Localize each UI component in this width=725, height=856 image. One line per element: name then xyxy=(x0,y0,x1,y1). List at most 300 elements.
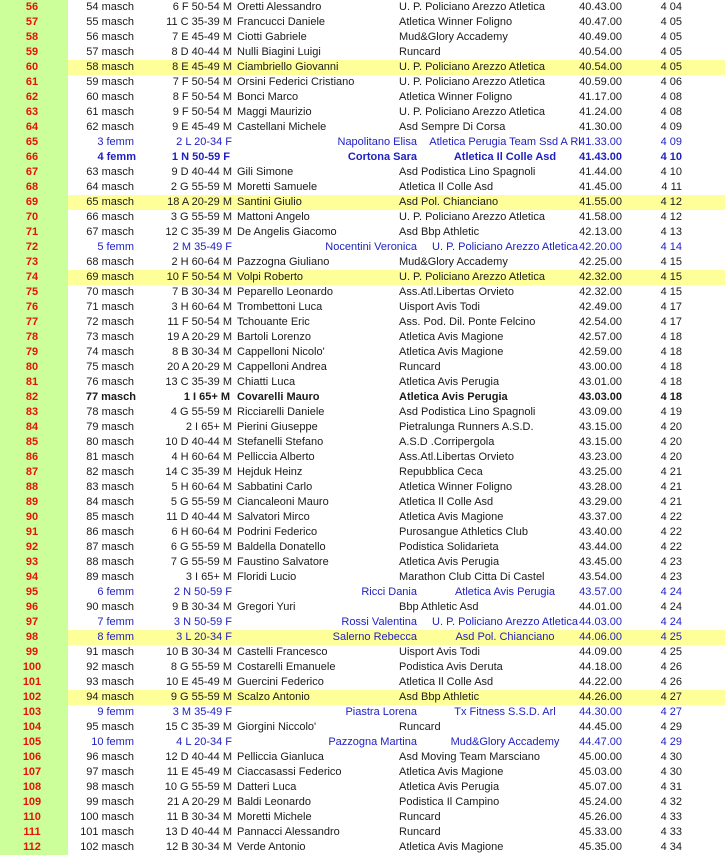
pace-per-km: 4 18 xyxy=(660,376,682,388)
finish-time: 44.47.00 xyxy=(579,736,622,748)
pace-per-km: 4 25 xyxy=(660,646,682,658)
category-position: 10 B 30-34 M xyxy=(165,646,232,658)
table-row[interactable] xyxy=(0,585,725,600)
athlete-name: Trombettoni Luca xyxy=(237,301,323,313)
athlete-name: Bonci Marco xyxy=(237,91,299,103)
athlete-name: Covarelli Mauro xyxy=(237,391,320,403)
table-row[interactable] xyxy=(0,90,725,105)
table-row[interactable] xyxy=(0,630,725,645)
category-position: 2 I 65+ M xyxy=(185,421,232,433)
overall-position: 100 xyxy=(0,660,68,675)
category-position: 11 B 30-34 M xyxy=(166,811,232,823)
category-position: 8 F 50-54 M xyxy=(172,91,232,103)
finish-time: 41.30.00 xyxy=(579,121,622,133)
table-row[interactable] xyxy=(0,405,725,420)
category-position: 3 L 20-34 F xyxy=(176,631,232,643)
athlete-name: Napolitano Elisa xyxy=(337,136,417,148)
table-row[interactable] xyxy=(0,255,725,270)
overall-position: 80 xyxy=(0,360,68,375)
team-name: Atletica Avis Perugia xyxy=(399,556,500,568)
category-position: 2 H 60-64 M xyxy=(171,256,232,268)
overall-position: 91 xyxy=(0,525,68,540)
table-row[interactable] xyxy=(0,0,725,15)
overall-position: 65 xyxy=(0,135,68,150)
pace-per-km: 4 24 xyxy=(660,586,682,598)
finish-time: 43.37.00 xyxy=(579,511,622,523)
pace-per-km: 4 12 xyxy=(660,196,682,208)
table-row[interactable] xyxy=(0,210,725,225)
table-row[interactable] xyxy=(0,540,725,555)
pace-per-km: 4 14 xyxy=(660,241,682,253)
athlete-name: Pannacci Alessandro xyxy=(237,826,340,838)
finish-time: 42.59.00 xyxy=(579,346,622,358)
overall-position: 97 xyxy=(0,615,68,630)
overall-position: 75 xyxy=(0,285,68,300)
gender-position: 8 femm xyxy=(97,631,134,643)
table-row[interactable] xyxy=(0,300,725,315)
category-position: 8 D 40-44 M xyxy=(171,46,232,58)
category-position: 21 A 20-29 M xyxy=(167,796,232,808)
table-row[interactable] xyxy=(0,495,725,510)
finish-time: 43.25.00 xyxy=(579,466,622,478)
table-row[interactable] xyxy=(0,150,725,165)
table-row[interactable] xyxy=(0,390,725,405)
category-position: 9 B 30-34 M xyxy=(172,601,232,613)
athlete-name: Santini Giulio xyxy=(237,196,302,208)
gender-position: 82 masch xyxy=(86,466,134,478)
overall-position: 77 xyxy=(0,315,68,330)
team-name: Atletica Avis Magione xyxy=(399,841,504,853)
table-row[interactable] xyxy=(0,240,725,255)
athlete-name: Cortona Sara xyxy=(347,151,417,163)
finish-time: 44.22.00 xyxy=(579,676,622,688)
category-position: 11 C 35-39 M xyxy=(166,16,232,28)
category-position: 2 M 35-49 F xyxy=(172,241,232,253)
athlete-name: Volpi Roberto xyxy=(237,271,304,283)
team-name: Tx Fitness S.S.D. Arl xyxy=(454,706,556,718)
pace-per-km: 4 17 xyxy=(660,316,682,328)
overall-position: 63 xyxy=(0,105,68,120)
team-name: Runcard xyxy=(399,46,441,58)
team-name: Uisport Avis Todi xyxy=(399,301,480,313)
gender-position: 74 masch xyxy=(86,346,134,358)
overall-position: 70 xyxy=(0,210,68,225)
overall-position: 82 xyxy=(0,390,68,405)
athlete-name: Mattoni Angelo xyxy=(237,211,310,223)
team-name: U. P. Policiano Arezzo Atletica xyxy=(399,271,545,283)
athlete-name: Chiatti Luca xyxy=(237,376,296,388)
table-row[interactable] xyxy=(0,375,725,390)
pace-per-km: 4 08 xyxy=(660,106,682,118)
table-row[interactable] xyxy=(0,270,725,285)
finish-time: 43.57.00 xyxy=(579,586,622,598)
team-name: Atletica Perugia Team Ssd A Rl xyxy=(429,136,581,148)
gender-position: 86 masch xyxy=(86,526,134,538)
table-row[interactable] xyxy=(0,825,725,840)
overall-position: 68 xyxy=(0,180,68,195)
pace-per-km: 4 15 xyxy=(660,271,682,283)
pace-per-km: 4 11 xyxy=(661,181,682,193)
team-name: Atletica Avis Perugia xyxy=(399,376,500,388)
pace-per-km: 4 30 xyxy=(660,751,682,763)
table-row[interactable] xyxy=(0,705,725,720)
pace-per-km: 4 05 xyxy=(660,16,682,28)
table-row[interactable] xyxy=(0,60,725,75)
category-position: 7 B 30-34 M xyxy=(172,286,232,298)
team-name: U. P. Policiano Arezzo Atletica xyxy=(399,76,545,88)
table-row[interactable] xyxy=(0,105,725,120)
gender-position: 90 masch xyxy=(86,601,134,613)
table-row[interactable] xyxy=(0,285,725,300)
athlete-name: Pelliccia Alberto xyxy=(237,451,315,463)
overall-position: 59 xyxy=(0,45,68,60)
pace-per-km: 4 21 xyxy=(660,496,682,508)
finish-time: 42.13.00 xyxy=(579,226,622,238)
team-name: Mud&Glory Accademy xyxy=(450,736,560,748)
team-name: Atletica Winner Foligno xyxy=(399,91,513,103)
category-position: 3 N 50-59 F xyxy=(173,616,232,628)
category-position: 3 G 55-59 M xyxy=(170,211,232,223)
table-row[interactable] xyxy=(0,450,725,465)
gender-position: 79 masch xyxy=(86,421,134,433)
finish-time: 45.33.00 xyxy=(579,826,622,838)
athlete-name: Faustino Salvatore xyxy=(237,556,329,568)
category-position: 9 D 40-44 M xyxy=(171,166,232,178)
athlete-name: Ricci Dania xyxy=(361,586,417,598)
athlete-name: Baldella Donatello xyxy=(237,541,326,553)
overall-position: 83 xyxy=(0,405,68,420)
category-position: 8 B 30-34 M xyxy=(172,346,232,358)
finish-time: 43.45.00 xyxy=(579,556,622,568)
finish-time: 40.47.00 xyxy=(579,16,622,28)
category-position: 7 E 45-49 M xyxy=(172,31,232,43)
pace-per-km: 4 20 xyxy=(660,451,682,463)
category-position: 20 A 20-29 M xyxy=(167,361,232,373)
gender-position: 62 masch xyxy=(86,121,134,133)
athlete-name: Gregori Yuri xyxy=(237,601,296,613)
finish-time: 41.45.00 xyxy=(579,181,622,193)
gender-position: 98 masch xyxy=(86,781,134,793)
overall-position: 93 xyxy=(0,555,68,570)
pace-per-km: 4 18 xyxy=(660,391,682,403)
overall-position: 71 xyxy=(0,225,68,240)
team-name: Atletica Il Colle Asd xyxy=(399,181,494,193)
gender-position: 99 masch xyxy=(86,796,134,808)
pace-per-km: 4 19 xyxy=(660,406,682,418)
gender-position: 64 masch xyxy=(86,181,134,193)
athlete-name: Floridi Lucio xyxy=(237,571,297,583)
gender-position: 78 masch xyxy=(86,406,134,418)
team-name: Atletica Avis Perugia xyxy=(399,391,508,403)
gender-position: 5 femm xyxy=(97,241,134,253)
athlete-name: Cappelloni Andrea xyxy=(237,361,327,373)
gender-position: 96 masch xyxy=(86,751,134,763)
team-name: Podistica Avis Deruta xyxy=(399,661,503,673)
category-position: 5 H 60-64 M xyxy=(171,481,232,493)
overall-position: 67 xyxy=(0,165,68,180)
pace-per-km: 4 33 xyxy=(660,811,682,823)
table-row[interactable] xyxy=(0,195,725,210)
category-position: 14 C 35-39 M xyxy=(165,466,232,478)
gender-position: 76 masch xyxy=(86,376,134,388)
finish-time: 43.54.00 xyxy=(579,571,622,583)
team-name: Atletica Avis Perugia xyxy=(454,586,556,598)
athlete-name: Giorgini Niccolo' xyxy=(237,721,317,733)
gender-position: 77 masch xyxy=(85,391,136,403)
table-row[interactable] xyxy=(0,735,725,750)
table-row[interactable] xyxy=(0,600,725,615)
athlete-name: Castellani Michele xyxy=(237,121,327,133)
gender-position: 9 femm xyxy=(97,706,134,718)
category-position: 3 H 60-64 M xyxy=(171,301,232,313)
team-name: Runcard xyxy=(399,811,441,823)
overall-position: 102 xyxy=(0,690,68,705)
overall-position: 60 xyxy=(0,60,68,75)
table-row[interactable] xyxy=(0,810,725,825)
gender-position: 63 masch xyxy=(86,166,134,178)
table-row[interactable] xyxy=(0,720,725,735)
team-name: Repubblica Ceca xyxy=(399,466,483,478)
gender-position: 85 masch xyxy=(86,511,134,523)
overall-position: 96 xyxy=(0,600,68,615)
category-position: 2 N 50-59 F xyxy=(173,586,232,598)
overall-position: 61 xyxy=(0,75,68,90)
pace-per-km: 4 24 xyxy=(660,601,682,613)
table-row[interactable] xyxy=(0,750,725,765)
athlete-name: Verde Antonio xyxy=(237,841,306,853)
table-row[interactable] xyxy=(0,15,725,30)
finish-time: 45.35.00 xyxy=(579,841,622,853)
overall-position: 84 xyxy=(0,420,68,435)
finish-time: 45.24.00 xyxy=(579,796,622,808)
team-name: Runcard xyxy=(399,721,441,733)
pace-per-km: 4 23 xyxy=(660,571,682,583)
athlete-name: Moretti Samuele xyxy=(237,181,318,193)
table-row[interactable] xyxy=(0,435,725,450)
pace-per-km: 4 34 xyxy=(660,841,682,853)
pace-per-km: 4 09 xyxy=(660,136,682,148)
table-row[interactable] xyxy=(0,690,725,705)
table-row[interactable] xyxy=(0,555,725,570)
athlete-name: Pazzogna Martina xyxy=(328,736,417,748)
athlete-name: Moretti Michele xyxy=(237,811,312,823)
team-name: A.S.D .Corripergola xyxy=(399,436,495,448)
team-name: U. P. Policiano Arezzo Atletica xyxy=(432,241,578,253)
table-row[interactable] xyxy=(0,345,725,360)
pace-per-km: 4 13 xyxy=(660,226,682,238)
athlete-name: Guercini Federico xyxy=(237,676,324,688)
finish-time: 43.23.00 xyxy=(579,451,622,463)
finish-time: 43.40.00 xyxy=(579,526,622,538)
table-row[interactable] xyxy=(0,780,725,795)
pace-per-km: 4 17 xyxy=(660,301,682,313)
table-row[interactable] xyxy=(0,480,725,495)
overall-position: 58 xyxy=(0,30,68,45)
team-name: Bbp Athletic Asd xyxy=(399,601,479,613)
team-name: Atletica Il Colle Asd xyxy=(399,676,494,688)
team-name: Asd Sempre Di Corsa xyxy=(399,121,506,133)
overall-position: 72 xyxy=(0,240,68,255)
team-name: Atletica Avis Magione xyxy=(399,331,504,343)
pace-per-km: 4 09 xyxy=(660,121,682,133)
overall-position: 108 xyxy=(0,780,68,795)
gender-position: 56 masch xyxy=(86,31,134,43)
athlete-name: Pelliccia Gianluca xyxy=(237,751,324,763)
table-row[interactable] xyxy=(0,615,725,630)
table-row[interactable] xyxy=(0,45,725,60)
finish-time: 43.15.00 xyxy=(579,436,622,448)
athlete-name: Bartoli Lorenzo xyxy=(237,331,311,343)
category-position: 8 E 45-49 M xyxy=(172,61,232,73)
pace-per-km: 4 21 xyxy=(660,466,682,478)
athlete-name: Scalzo Antonio xyxy=(237,691,310,703)
category-position: 1 I 65+ M xyxy=(183,391,230,403)
pace-per-km: 4 10 xyxy=(660,151,682,163)
overall-position: 101 xyxy=(0,675,68,690)
overall-position: 87 xyxy=(0,465,68,480)
team-name: Atletica Avis Magione xyxy=(399,766,504,778)
team-name: Runcard xyxy=(399,826,441,838)
table-row[interactable] xyxy=(0,840,725,855)
overall-position: 88 xyxy=(0,480,68,495)
table-row[interactable] xyxy=(0,30,725,45)
gender-position: 7 femm xyxy=(97,616,134,628)
category-position: 4 H 60-64 M xyxy=(171,451,232,463)
table-row[interactable] xyxy=(0,120,725,135)
pace-per-km: 4 26 xyxy=(660,661,682,673)
team-name: Atletica Avis Perugia xyxy=(399,781,500,793)
category-position: 11 F 50-54 M xyxy=(167,316,232,328)
overall-position: 104 xyxy=(0,720,68,735)
table-row[interactable] xyxy=(0,420,725,435)
table-row[interactable] xyxy=(0,75,725,90)
pace-per-km: 4 18 xyxy=(660,361,682,373)
category-position: 13 D 40-44 M xyxy=(165,826,232,838)
athlete-name: De Angelis Giacomo xyxy=(237,226,337,238)
team-name: Asd Podistica Lino Spagnoli xyxy=(399,406,536,418)
category-position: 2 L 20-34 F xyxy=(176,136,232,148)
finish-time: 42.25.00 xyxy=(579,256,622,268)
athlete-name: Nocentini Veronica xyxy=(325,241,417,253)
pace-per-km: 4 08 xyxy=(660,91,682,103)
finish-time: 41.58.00 xyxy=(579,211,622,223)
overall-position: 90 xyxy=(0,510,68,525)
team-name: Asd Bbp Athletic xyxy=(399,226,480,238)
finish-time: 43.29.00 xyxy=(579,496,622,508)
team-name: Ass.Atl.Libertas Orvieto xyxy=(399,286,514,298)
team-name: U. P. Policiano Arezzo Atletica xyxy=(399,106,545,118)
category-position: 7 G 55-59 M xyxy=(170,556,232,568)
table-row[interactable] xyxy=(0,180,725,195)
category-position: 11 E 45-49 M xyxy=(166,766,232,778)
gender-position: 88 masch xyxy=(86,556,134,568)
athlete-name: Gili Simone xyxy=(237,166,294,178)
category-position: 10 F 50-54 M xyxy=(166,271,232,283)
overall-position: 103 xyxy=(0,705,68,720)
pace-per-km: 4 05 xyxy=(660,46,682,58)
category-position: 11 D 40-44 M xyxy=(166,511,232,523)
team-name: Asd Pol. Chianciano xyxy=(455,631,555,643)
overall-position: 98 xyxy=(0,630,68,645)
team-name: Atletica Il Colle Asd xyxy=(453,151,557,163)
pace-per-km: 4 25 xyxy=(660,631,682,643)
overall-position: 62 xyxy=(0,90,68,105)
overall-position: 105 xyxy=(0,735,68,750)
overall-position: 78 xyxy=(0,330,68,345)
category-position: 10 E 45-49 M xyxy=(165,676,232,688)
category-position: 10 D 40-44 M xyxy=(165,436,232,448)
gender-position: 95 masch xyxy=(86,721,134,733)
team-name: Atletica Avis Magione xyxy=(399,346,504,358)
gender-position: 70 masch xyxy=(86,286,134,298)
table-row[interactable] xyxy=(0,675,725,690)
category-position: 9 G 55-59 M xyxy=(170,691,232,703)
pace-per-km: 4 12 xyxy=(660,211,682,223)
team-name: Atletica Il Colle Asd xyxy=(399,496,494,508)
athlete-name: Orsini Federici Cristiano xyxy=(237,76,355,88)
overall-position: 81 xyxy=(0,375,68,390)
pace-per-km: 4 18 xyxy=(660,331,682,343)
finish-time: 40.49.00 xyxy=(579,31,622,43)
team-name: U. P. Policiano Arezzo Atletica xyxy=(399,61,545,73)
athlete-name: Ciancaleoni Mauro xyxy=(237,496,329,508)
pace-per-km: 4 33 xyxy=(660,826,682,838)
gender-position: 55 masch xyxy=(86,16,134,28)
table-row[interactable] xyxy=(0,315,725,330)
team-name: Marathon Club Citta Di Castel xyxy=(399,571,545,583)
pace-per-km: 4 31 xyxy=(660,781,682,793)
table-row[interactable] xyxy=(0,525,725,540)
category-position: 12 D 40-44 M xyxy=(165,751,232,763)
gender-position: 66 masch xyxy=(86,211,134,223)
finish-time: 43.00.00 xyxy=(579,361,622,373)
gender-position: 102 masch xyxy=(80,841,134,853)
gender-position: 68 masch xyxy=(86,256,134,268)
overall-position: 66 xyxy=(0,150,68,165)
table-row[interactable] xyxy=(0,645,725,660)
table-row[interactable] xyxy=(0,360,725,375)
table-row[interactable] xyxy=(0,795,725,810)
table-row[interactable] xyxy=(0,225,725,240)
finish-time: 43.09.00 xyxy=(579,406,622,418)
gender-position: 94 masch xyxy=(86,691,134,703)
table-row[interactable] xyxy=(0,660,725,675)
table-row[interactable] xyxy=(0,135,725,150)
gender-position: 75 masch xyxy=(86,361,134,373)
table-row[interactable] xyxy=(0,570,725,585)
team-name: Purosangue Athletics Club xyxy=(399,526,529,538)
overall-position: 94 xyxy=(0,570,68,585)
finish-time: 45.07.00 xyxy=(579,781,622,793)
athlete-name: Piastra Lorena xyxy=(345,706,417,718)
team-name: Asd Podistica Lino Spagnoli xyxy=(399,166,536,178)
finish-time: 42.57.00 xyxy=(579,331,622,343)
athlete-name: Pazzogna Giuliano xyxy=(237,256,330,268)
category-position: 4 G 55-59 M xyxy=(170,406,232,418)
category-position: 8 G 55-59 M xyxy=(170,661,232,673)
overall-position: 64 xyxy=(0,120,68,135)
table-row[interactable] xyxy=(0,465,725,480)
gender-position: 57 masch xyxy=(86,46,134,58)
finish-time: 45.00.00 xyxy=(579,751,622,763)
table-row[interactable] xyxy=(0,765,725,780)
table-row[interactable] xyxy=(0,510,725,525)
table-row[interactable] xyxy=(0,165,725,180)
table-row[interactable] xyxy=(0,330,725,345)
team-name: U. P. Policiano Arezzo Atletica xyxy=(399,1,545,13)
team-name: Podistica Il Campino xyxy=(399,796,500,808)
finish-time: 42.32.00 xyxy=(579,286,622,298)
